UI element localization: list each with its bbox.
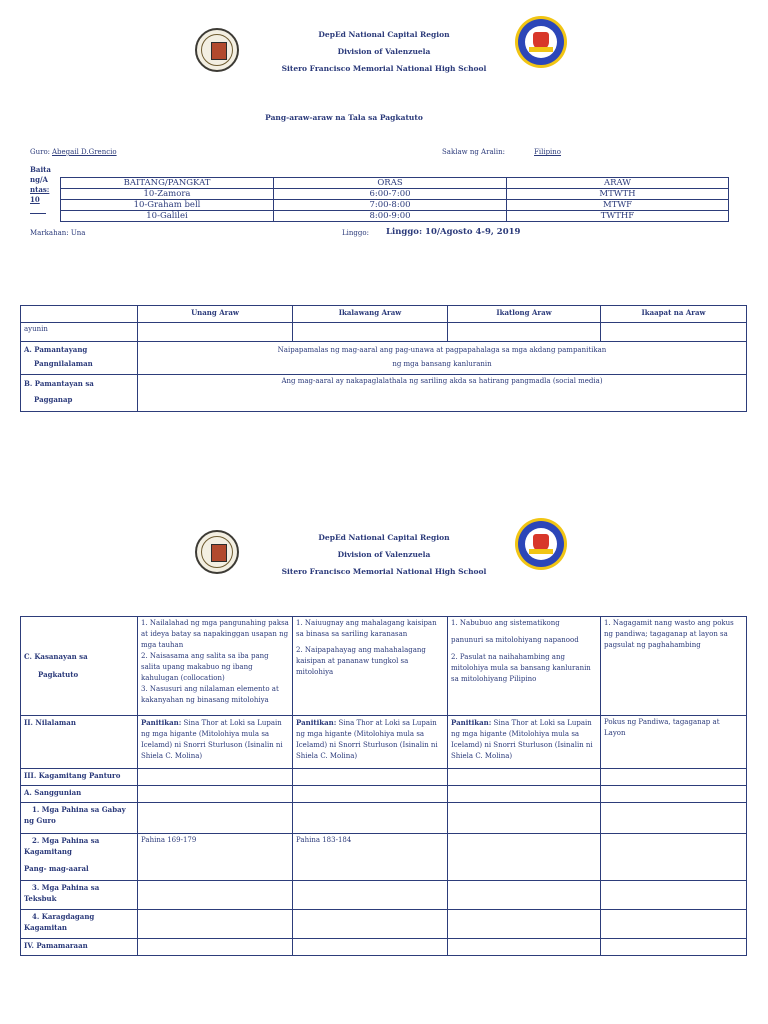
header-region: DepEd National Capital Region (318, 533, 450, 542)
cell (601, 769, 747, 786)
row-label: C. Kasanayan sa Pagkatuto (21, 617, 138, 716)
cell (138, 939, 293, 956)
table-row (21, 910, 747, 939)
schedule-header (61, 178, 729, 189)
cell (138, 910, 293, 939)
cell (601, 910, 747, 939)
linggo-value: Linggo: 10/Agosto 4-9, 2019 (386, 227, 521, 237)
cell: 7:00-8:00 (274, 200, 507, 211)
layunin-row (21, 323, 747, 342)
table-row (21, 834, 747, 881)
cell (601, 803, 747, 834)
table-row (21, 769, 747, 786)
cell (293, 786, 448, 803)
baitang-side-label: Baita ng/A ntas: 10 (30, 165, 51, 214)
cell: 1. Nagagamit nang wasto ang pokus ng pandiwa; tagaganap at layon sa pagsulat ng paghahambing (601, 617, 747, 716)
table-row (61, 211, 729, 222)
table-row (21, 881, 747, 910)
table-row (61, 200, 729, 211)
table-row (21, 786, 747, 803)
cell (448, 910, 601, 939)
guro-value: Abegail D.Grencio (52, 148, 117, 156)
cell (448, 769, 601, 786)
standards-table (20, 305, 747, 412)
days-header (21, 306, 747, 323)
cell (138, 881, 293, 910)
cell: 1. Nabubuo ang sistematikong panunuri sa mitolohiyang napanood 2. Pasulat na naihahambing ang mitolohiya mula sa bansang kanluranin sa mitolohiyang Pilipino (448, 617, 601, 716)
cell (138, 803, 293, 834)
row-text: Ang mag-aaral ay nakapaglalathala ng sariling akda sa hatirang pangmadla (social media) (138, 375, 747, 412)
deped-seal-icon (518, 19, 564, 65)
row-label: 1. Mga Pahina sa Gabay ng Guro (21, 803, 138, 834)
cell: Panitikan: Sina Thor at Loki sa Lupain ng mga higante (Mitolohiya mula sa Icelamd) ni Snorri Sturluson (Isinalin ni Shiela C. Molina) (293, 716, 448, 769)
cell: MTWF (507, 200, 729, 211)
cell (601, 323, 747, 342)
cell (293, 323, 448, 342)
day-header: Ikalawang Araw (293, 306, 448, 323)
schedule-table (60, 177, 729, 222)
header-division: Division of Valenzuela (337, 47, 431, 56)
saklaw-label: Saklaw ng Aralin: (442, 148, 505, 156)
cell (138, 786, 293, 803)
row-label: A. Sanggunian (21, 786, 138, 803)
cell (448, 881, 601, 910)
header-school: Sitero Francisco Memorial National High School (281, 567, 487, 576)
guro-label: Guro: (30, 148, 51, 156)
table-row (21, 342, 747, 375)
school-seal-icon (195, 28, 239, 72)
cell: 10-Zamora (61, 189, 274, 200)
deped-seal-icon (518, 521, 564, 567)
header-region: DepEd National Capital Region (318, 30, 450, 39)
cell (293, 939, 448, 956)
cell (601, 786, 747, 803)
cell (448, 323, 601, 342)
cell (448, 803, 601, 834)
school-seal-icon (195, 530, 239, 574)
day-header: Ikatlong Araw (448, 306, 601, 323)
col-header: ARAW (507, 178, 729, 189)
cell: Pahina 183-184 (293, 834, 448, 881)
linggo-label: Linggo: (342, 229, 369, 237)
cell: Pahina 169-179 (138, 834, 293, 881)
row-text: Naipapamalas ng mag-aaral ang pag-unawa at pagpapahalaga sa mga akdang pampanitikan ng mga bansang kanluranin (138, 342, 747, 375)
cell (138, 769, 293, 786)
nilalaman-row (21, 716, 747, 769)
markahan: Markahan: Una (30, 229, 86, 237)
cell (601, 881, 747, 910)
table-row (21, 939, 747, 956)
row-label: A. Pamantayang Pangnilalaman (21, 342, 138, 375)
cell: 6:00-7:00 (274, 189, 507, 200)
cell: 1. Naiuugnay ang mahalagang kaisipan sa binasa sa sariling karanasan 2. Naipapahayag ang mahahalagang kaisipan at pananaw tungkol sa mitolohiya (293, 617, 448, 716)
row-label: 3. Mga Pahina sa Teksbuk (21, 881, 138, 910)
row-label: II. Nilalaman (21, 716, 138, 769)
cell (448, 939, 601, 956)
row-label: 4. Karagdagang Kagamitan (21, 910, 138, 939)
cell (293, 910, 448, 939)
blank-cell (21, 306, 138, 323)
table-row (21, 375, 747, 412)
cell: TWTHF (507, 211, 729, 222)
cell: 8:00-9:00 (274, 211, 507, 222)
day-header: Unang Araw (138, 306, 293, 323)
cell (448, 786, 601, 803)
cell (138, 323, 293, 342)
cell (293, 881, 448, 910)
cell: 10-Galilei (61, 211, 274, 222)
header-division: Division of Valenzuela (337, 550, 431, 559)
lesson-table (20, 616, 747, 956)
cell (601, 834, 747, 881)
row-label: IV. Pamamaraan (21, 939, 138, 956)
cell: MTWTH (507, 189, 729, 200)
day-header: Ikaapat na Araw (601, 306, 747, 323)
kasanayan-row (21, 617, 747, 716)
cell: Pokus ng Pandiwa, tagaganap at Layon (601, 716, 747, 769)
cell: Panitikan: Sina Thor at Loki sa Lupain ng mga higante (Mitolohiya mula sa Icelamd) ni Snorri Sturluson (Isinalin ni Shiela C. Molina) (138, 716, 293, 769)
table-row (61, 189, 729, 200)
row-label: III. Kagamitang Panturo (21, 769, 138, 786)
cell (601, 939, 747, 956)
cell (448, 834, 601, 881)
col-header: BAITANG/PANGKAT (61, 178, 274, 189)
row-label: B. Pamantayan sa Pagganap (21, 375, 138, 412)
saklaw-value: Filipino (534, 148, 562, 156)
row-label: ayunin (21, 323, 138, 342)
doc-title: Pang-araw-araw na Tala sa Pagkatuto (265, 113, 423, 122)
header-school: Sitero Francisco Memorial National High School (281, 64, 487, 73)
col-header: ORAS (274, 178, 507, 189)
cell (293, 769, 448, 786)
cell (293, 803, 448, 834)
table-row (21, 803, 747, 834)
cell: Panitikan: Sina Thor at Loki sa Lupain ng mga higante (Mitolohiya mula sa Icelamd) ni Snorri Sturluson (Isinalin ni Shiela C. Molina) (448, 716, 601, 769)
row-label: 2. Mga Pahina sa Kagamitang Pang- mag-aaral (21, 834, 138, 881)
cell: 1. Nailalahad ng mga pangunahing paksa at ideya batay sa napakinggan usapan ng mga tauhan 2. Naisasama ang salita sa iba pang salita upang makabuo ng ibang kahulugan (collocation) 3. Nasusuri ang nilalaman elemento at kakanyahan ng binasang mitolohiya (138, 617, 293, 716)
cell: 10-Graham bell (61, 200, 274, 211)
